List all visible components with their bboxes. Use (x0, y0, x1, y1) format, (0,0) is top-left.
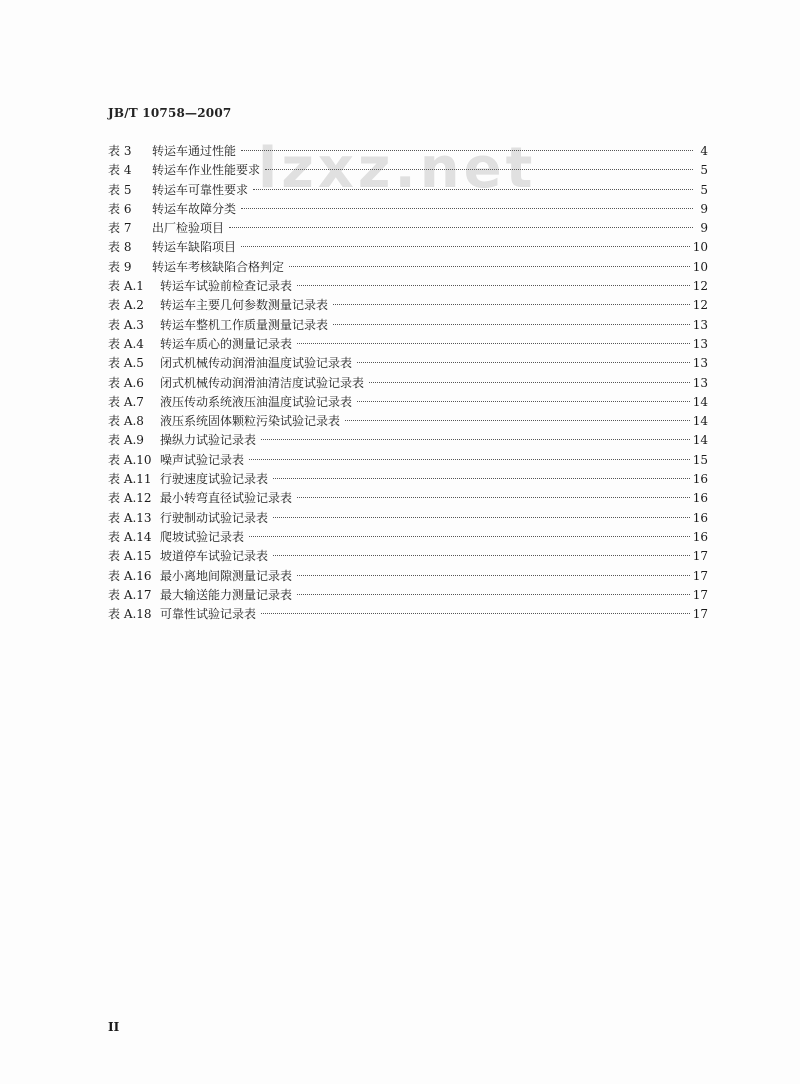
toc-dot-leader (241, 208, 693, 209)
watermark: lzxz.net (258, 136, 537, 201)
toc-dot-leader (345, 420, 690, 421)
toc-entry[interactable] (108, 354, 708, 373)
toc-table-number: 表 A.6 (108, 375, 144, 390)
toc-table-title: 可靠性试验记录表 (160, 607, 257, 622)
toc-dot-leader (297, 575, 690, 576)
toc-dot-leader (253, 189, 693, 190)
toc-table-title: 转运车作业性能要求 (152, 163, 261, 178)
toc-entry[interactable] (108, 412, 708, 431)
toc-table-number: 表 A.13 (108, 510, 152, 525)
toc-table-number: 表 A.2 (108, 298, 144, 313)
toc-table-title: 最小转弯直径试验记录表 (160, 491, 293, 506)
toc-entry[interactable] (108, 316, 708, 335)
toc-page-number: 12 (692, 279, 708, 294)
toc-entry[interactable] (108, 296, 708, 315)
toc-table-title: 行驶制动试验记录表 (160, 510, 269, 525)
toc-entry[interactable] (108, 470, 708, 489)
toc-page-number: 14 (692, 433, 708, 448)
toc-table-number: 表 A.7 (108, 394, 144, 409)
toc-table-title: 行驶速度试验记录表 (160, 472, 269, 487)
toc-table-number: 表 6 (108, 201, 132, 216)
toc-page-number: 12 (692, 298, 708, 313)
toc-page-number: 17 (692, 568, 708, 583)
toc-entry[interactable] (108, 238, 708, 257)
toc-dot-leader (241, 150, 693, 151)
toc-entry[interactable] (108, 451, 708, 470)
toc-page-number: 14 (692, 394, 708, 409)
toc-page-number: 16 (692, 510, 708, 525)
toc-page-number: 9 (700, 221, 708, 236)
toc-table-number: 表 A.14 (108, 529, 152, 544)
toc-table-number: 表 A.16 (108, 568, 152, 583)
toc-table-title: 噪声试验记录表 (160, 452, 245, 467)
toc-table-title: 转运车试验前检查记录表 (160, 279, 293, 294)
toc-page-number: 5 (700, 163, 708, 178)
standard-number-header: JB/T 10758—2007 (108, 106, 232, 120)
toc-table-title: 闭式机械传动润滑油温度试验记录表 (160, 356, 353, 371)
toc-page-number: 16 (692, 491, 708, 506)
toc-dot-leader (289, 266, 690, 267)
toc-dot-leader (241, 246, 690, 247)
toc-page-number: 14 (692, 414, 708, 429)
toc-dot-leader (297, 285, 690, 286)
toc-table-number: 表 A.18 (108, 607, 152, 622)
toc-dot-leader (273, 517, 690, 518)
toc-table-title: 爬坡试验记录表 (160, 529, 245, 544)
toc-table-number: 表 7 (108, 221, 132, 236)
toc-entry[interactable] (108, 431, 708, 450)
toc-dot-leader (357, 401, 690, 402)
toc-table-number: 表 A.5 (108, 356, 144, 371)
toc-table-title: 转运车整机工作质量测量记录表 (160, 317, 329, 332)
toc-table-title: 转运车主要几何参数测量记录表 (160, 298, 329, 313)
toc-entry[interactable] (108, 567, 708, 586)
toc-table-title: 最大输送能力测量记录表 (160, 587, 293, 602)
toc-dot-leader (249, 459, 690, 460)
toc-page-number: 10 (692, 259, 708, 274)
toc-table-title: 闭式机械传动润滑油清洁度试验记录表 (160, 375, 365, 390)
toc-page-number: 13 (692, 375, 708, 390)
toc-entry[interactable] (108, 142, 708, 161)
toc-page-number: 5 (700, 182, 708, 197)
toc-page-number: 17 (692, 549, 708, 564)
page-number: II (108, 1020, 120, 1034)
toc-page-number: 15 (692, 452, 708, 467)
toc-dot-leader (249, 536, 690, 537)
toc-dot-leader (333, 304, 690, 305)
toc-dot-leader (265, 169, 693, 170)
toc-entry[interactable] (108, 605, 708, 624)
toc-dot-leader (273, 478, 690, 479)
toc-entry[interactable] (108, 277, 708, 296)
toc-dot-leader (297, 497, 690, 498)
toc-entry[interactable] (108, 335, 708, 354)
toc-table-number: 表 A.3 (108, 317, 144, 332)
toc-entry[interactable] (108, 219, 708, 238)
toc-page-number: 13 (692, 356, 708, 371)
toc-dot-leader (297, 343, 690, 344)
toc-dot-leader (261, 613, 690, 614)
toc-page-number: 13 (692, 317, 708, 332)
toc-table-title: 最小离地间隙测量记录表 (160, 568, 293, 583)
toc-page-number: 10 (692, 240, 708, 255)
table-of-contents (108, 142, 708, 624)
toc-entry[interactable] (108, 528, 708, 547)
toc-dot-leader (297, 594, 690, 595)
toc-table-number: 表 A.4 (108, 336, 144, 351)
toc-dot-leader (229, 227, 693, 228)
toc-table-number: 表 3 (108, 144, 132, 158)
toc-page-number: 13 (692, 336, 708, 351)
toc-page-number: 17 (692, 587, 708, 602)
toc-dot-leader (273, 555, 690, 556)
toc-dot-leader (357, 362, 690, 363)
toc-page-number: 17 (692, 607, 708, 622)
toc-table-number: 表 9 (108, 259, 132, 274)
toc-entry[interactable] (108, 489, 708, 508)
toc-entry[interactable] (108, 258, 708, 277)
toc-table-number: 表 A.9 (108, 433, 144, 448)
toc-entry[interactable] (108, 161, 708, 180)
toc-table-title: 转运车考核缺陷合格判定 (152, 259, 285, 274)
toc-table-title: 液压传动系统液压油温度试验记录表 (160, 394, 353, 409)
toc-dot-leader (261, 439, 690, 440)
toc-entry[interactable] (108, 586, 708, 605)
toc-table-number: 表 A.10 (108, 452, 152, 467)
toc-table-title: 转运车缺陷项目 (152, 240, 237, 255)
toc-entry[interactable] (108, 393, 708, 412)
toc-table-number: 表 A.15 (108, 549, 152, 564)
toc-dot-leader (369, 382, 690, 383)
toc-entry[interactable] (108, 200, 708, 219)
toc-table-title: 操纵力试验记录表 (160, 433, 257, 448)
toc-table-number: 表 A.8 (108, 414, 144, 429)
toc-entry[interactable] (108, 509, 708, 528)
toc-table-title: 转运车故障分类 (152, 201, 237, 216)
toc-entry[interactable] (108, 181, 708, 200)
toc-table-number: 表 4 (108, 163, 132, 178)
toc-page-number: 16 (692, 472, 708, 487)
toc-page-number: 9 (700, 201, 708, 216)
toc-table-title: 转运车可靠性要求 (152, 182, 249, 197)
toc-table-number: 表 A.1 (108, 279, 144, 294)
toc-table-title: 转运车质心的测量记录表 (160, 336, 293, 351)
toc-table-number: 表 8 (108, 240, 132, 255)
toc-dot-leader (333, 324, 690, 325)
toc-table-title: 转运车通过性能 (152, 144, 237, 158)
toc-table-title: 液压系统固体颗粒污染试验记录表 (160, 414, 341, 429)
toc-table-number: 表 A.12 (108, 491, 152, 506)
toc-table-number: 表 A.11 (108, 472, 152, 487)
toc-page-number: 16 (692, 529, 708, 544)
toc-table-title: 出厂检验项目 (152, 221, 225, 236)
toc-page-number: 4 (700, 144, 708, 158)
toc-table-number: 表 5 (108, 182, 132, 197)
toc-entry[interactable] (108, 374, 708, 393)
toc-table-number: 表 A.17 (108, 587, 152, 602)
toc-table-title: 坡道停车试验记录表 (160, 549, 269, 564)
toc-entry[interactable] (108, 547, 708, 566)
